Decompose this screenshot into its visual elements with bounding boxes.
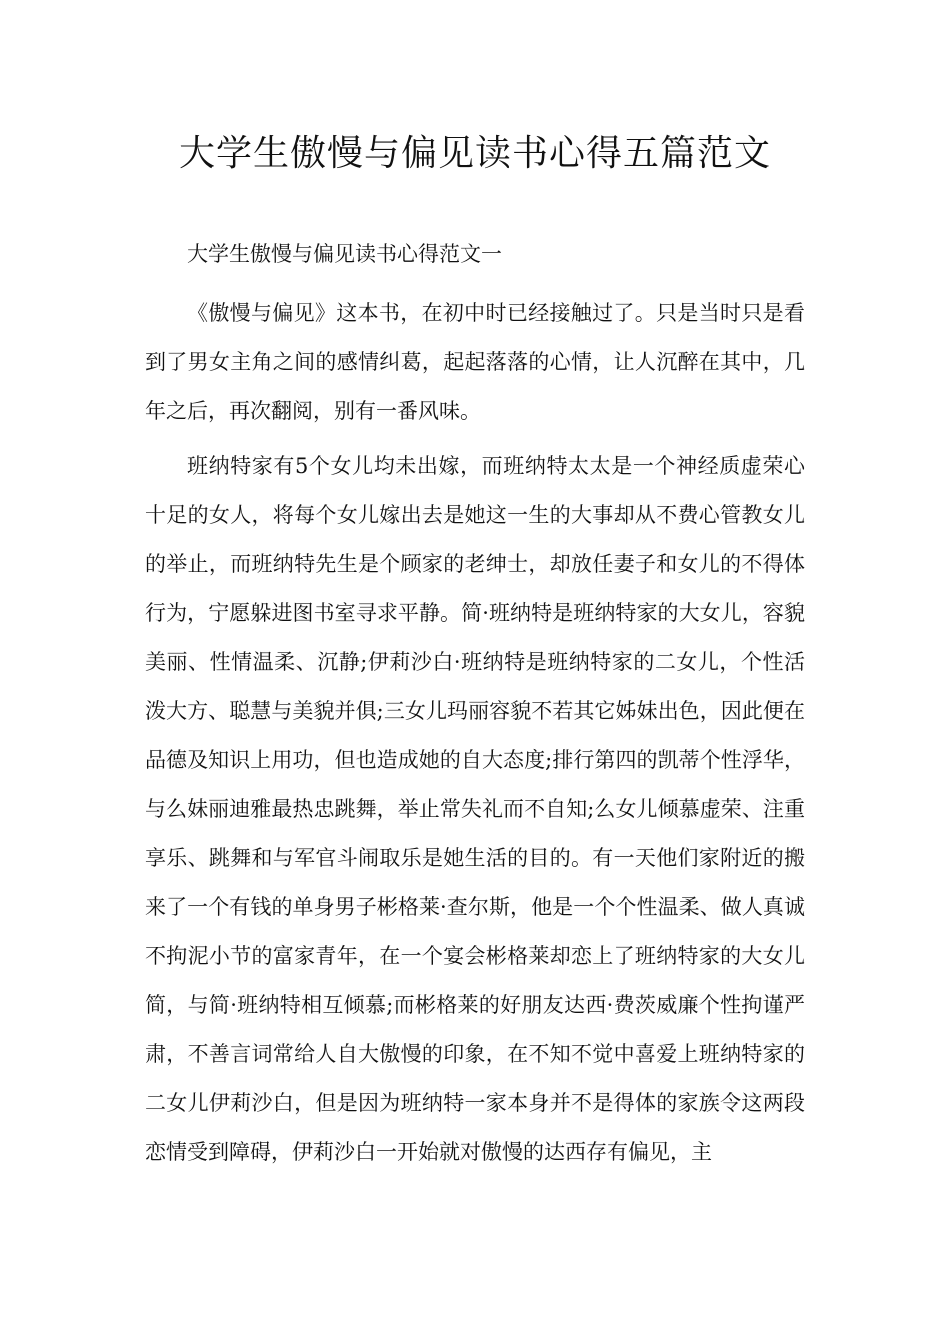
section-heading: 大学生傲慢与偏见读书心得范文一	[187, 242, 502, 266]
document-body	[145, 230, 805, 1183]
paragraph: 《傲慢与偏见》这本书，在初中时已经接触过了。只是当时只是看到了男女主角之间的感情纠葛，起起落落的心情，让人沉醉在其中，几年之后，再次翻阅，别有一番风味。	[145, 301, 805, 423]
document-title: 大学生傲慢与偏见读书心得五篇范文	[178, 133, 771, 174]
paragraph: 班纳特家有5个女儿均未出嫁，而班纳特太太是一个神经质虚荣心十足的女人，将每个女儿嫁出去是她这一生的大事却从不费心管教女儿的举止，而班纳特先生是个顾家的老绅士，却放任妻子和女儿的不得体行为，宁愿躲进图书室寻求平静。简·班纳特是班纳特家的大女儿，容貌美丽、性情温柔、沉静;伊莉沙白·班纳特是班纳特家的二女儿，个性活泼大方、聪慧与美貌并俱;三女儿玛丽容貌不若其它姊妹出色，因此便在品德及知识上用功，但也造成她的自大态度;排行第四的凯蒂个性浮华，与么妹丽迪雅最热忠跳舞，举止常失礼而不自知;么女儿倾慕虚荣、注重享乐、跳舞和与军官斗闹取乐是她生活的目的。有一天他们家附近的搬来了一个有钱的单身男子彬格莱·查尔斯，他是一个个性温柔、做人真诚不拘泥小节的富家青年，在一个宴会彬格莱却恋上了班纳特家的大女儿简，与简·班纳特相互倾慕;而彬格莱的好朋友达西·费茨威廉个性拘谨严肃，不善言词常给人自大傲慢的印象，在不知不觉中喜爱上班纳特家的二女儿伊莉沙白，但是因为班纳特一家本身并不是得体的家族令这两段恋情受到障碍，伊莉沙白一开始就对傲慢的达西存有偏见，主	[145, 454, 805, 1164]
